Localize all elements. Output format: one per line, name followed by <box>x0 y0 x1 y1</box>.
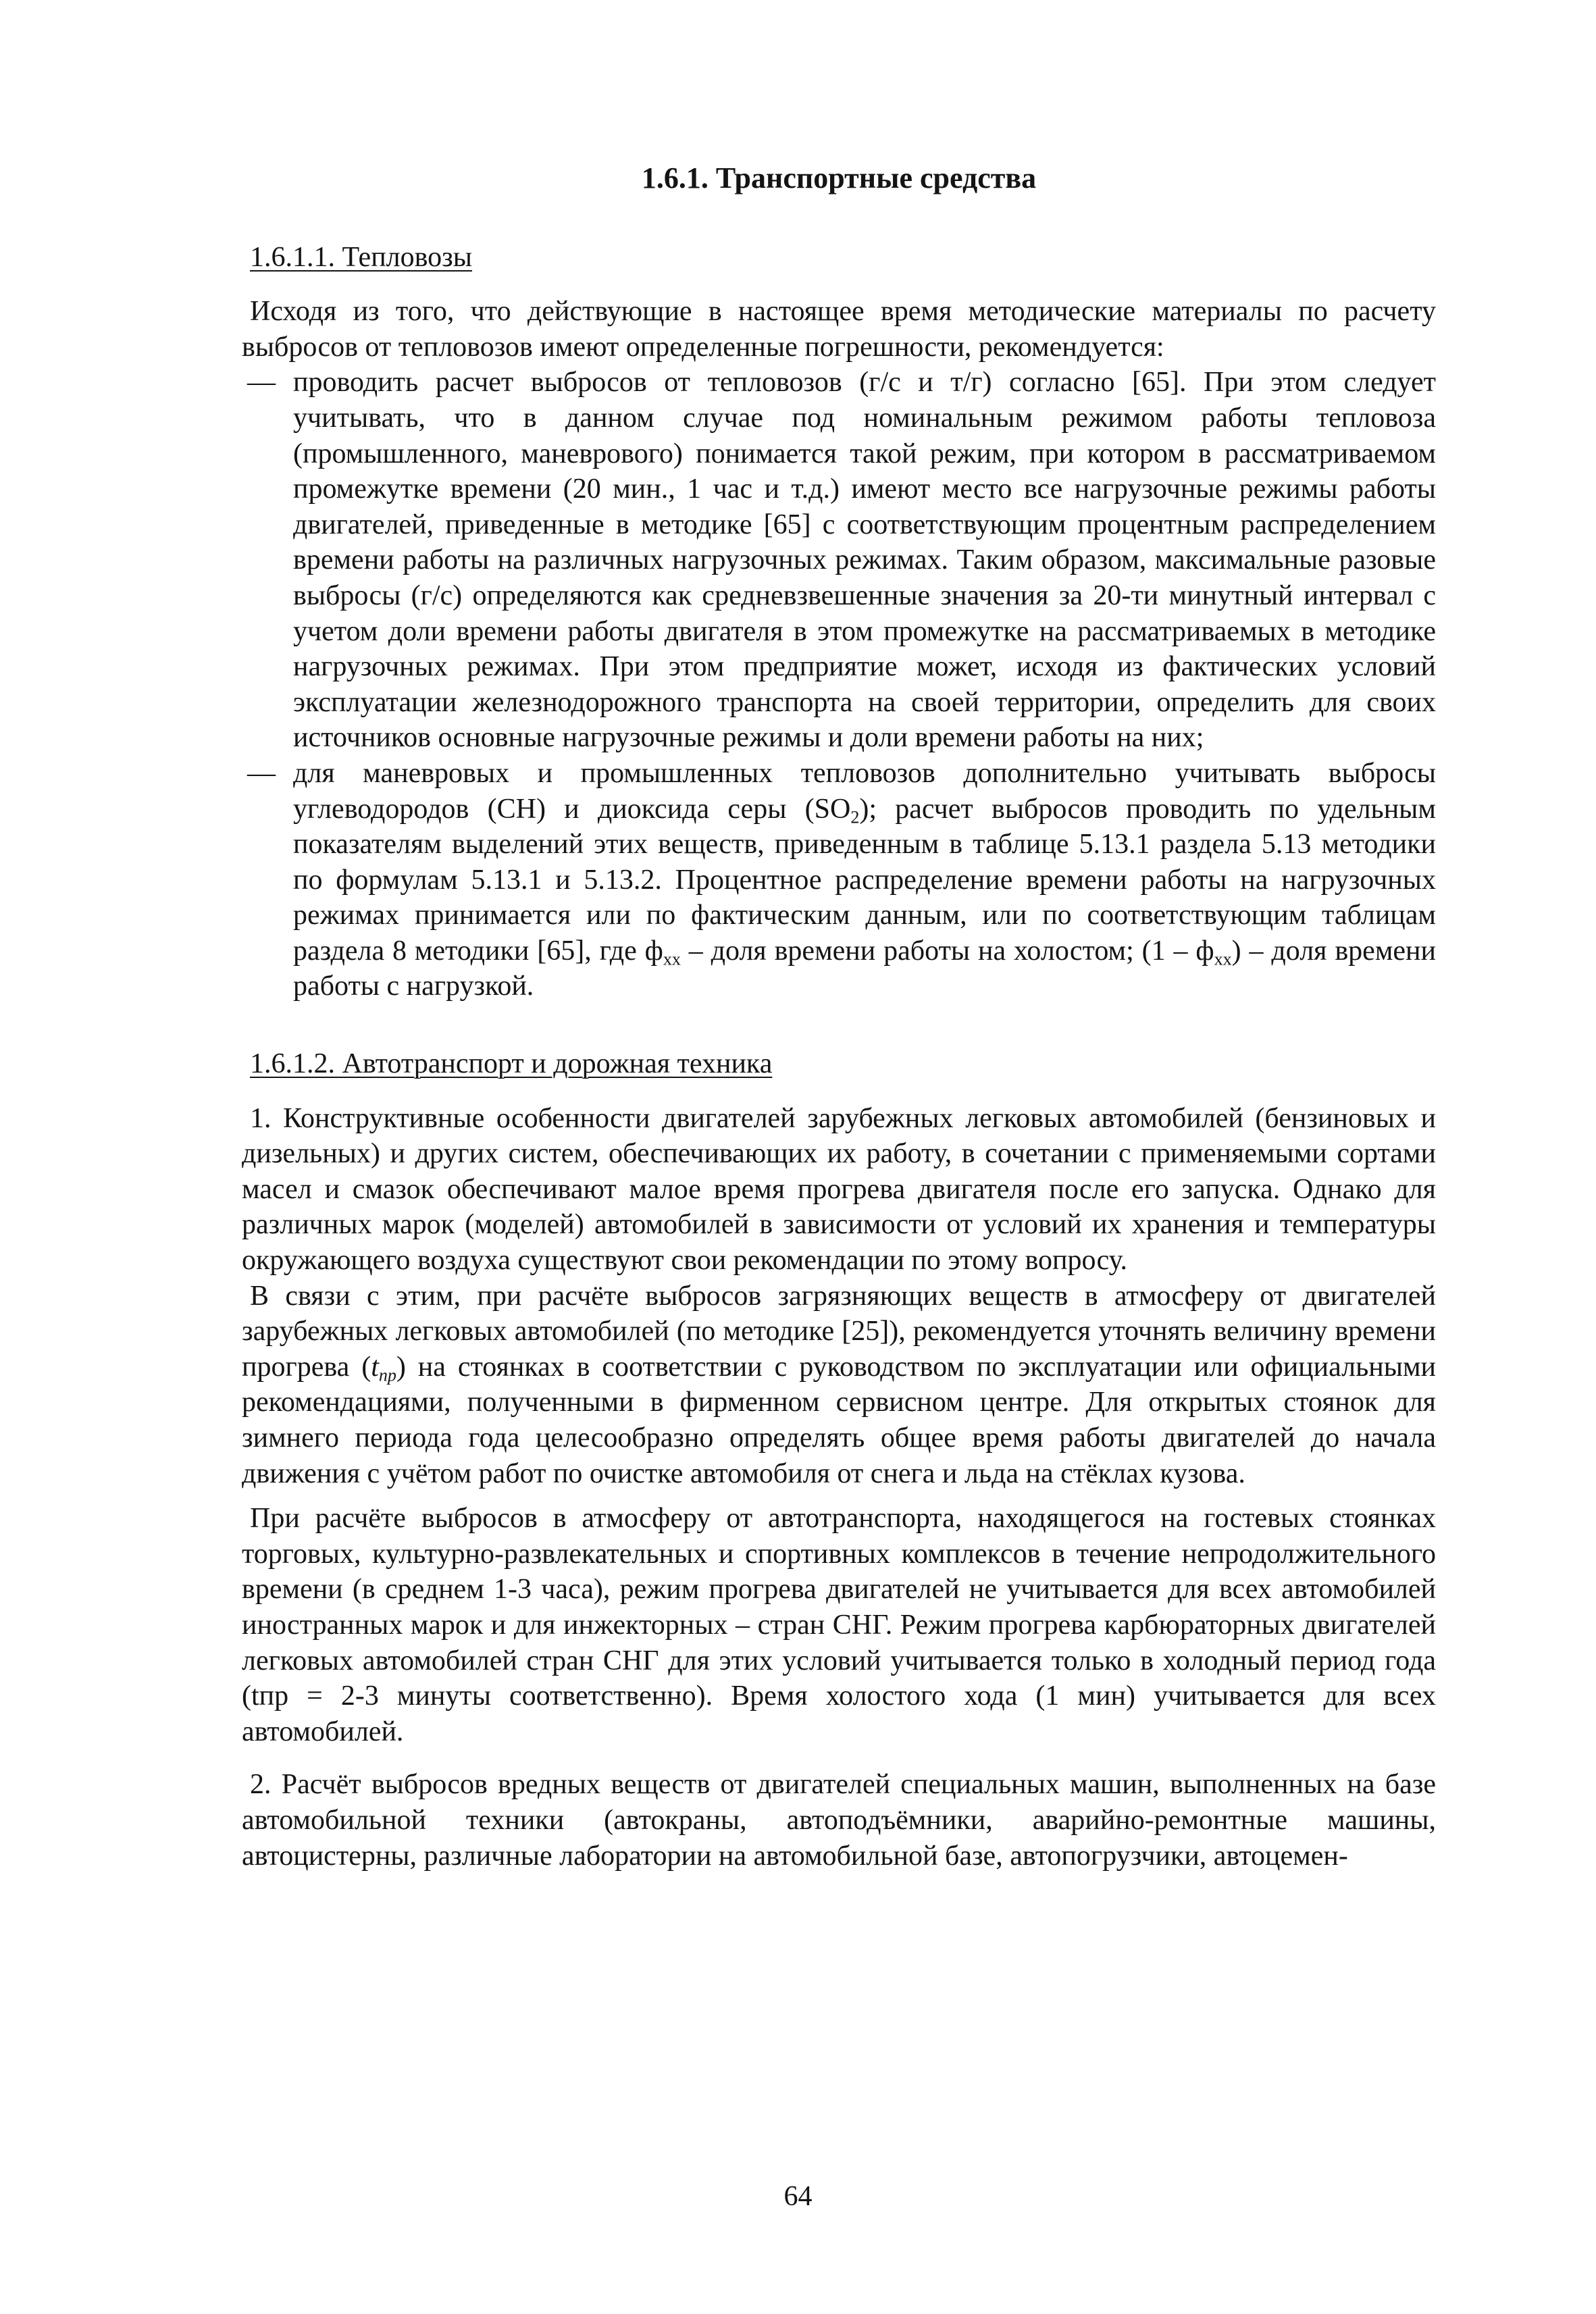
subsection-heading-locomotives: 1.6.1.1. Тепловозы <box>250 241 472 273</box>
section-title: 1.6.1. Транспортные средства <box>641 161 1037 195</box>
dash-marker: — <box>247 757 276 789</box>
list-item <box>242 365 1436 756</box>
subscript: 2 <box>850 806 860 827</box>
subscript: xx <box>1214 949 1232 969</box>
list-item-text-part: ); расчет выбросов проводить по удельным показателям выделений этих веществ, приведенным в таблице 5.13.1 раздела 5.13 методики по формулам 5.13.1 и 5.13.2. Процентное распределение времени работы на нагрузочных режимах принимается или по фактическим данным, или по соответствующим таблицам раздела 8 методики [65], где ф <box>293 793 1436 967</box>
list-item-text-part: – доля времени работы на холостом; (1 – ф <box>680 935 1214 967</box>
intro-paragraph: Исходя из того, что действующие в настоящее время методические материалы по расчету выбросов от тепловозов имеют определенные погрешности, рекомендуется: <box>242 296 1436 363</box>
list-item <box>242 756 1436 1004</box>
list-item-text-part: ) – доля времени работы с нагрузкой. <box>293 935 1436 1002</box>
paragraph-text-part: В связи с этим, при расчёте выбросов загрязняющих веществ в атмосферу от двигателей зарубежных легковых автомобилей (по методике [25]), рекомендуется уточнять величину времени прогрева ( <box>242 1280 1436 1383</box>
subscript: xx <box>663 949 681 969</box>
dash-marker: — <box>247 367 276 398</box>
subscript: пр <box>378 1365 396 1385</box>
list-item-text-part: для маневровых и промышленных тепловозов дополнительно учитывать выбросы углеводородов (CH) и диоксида серы (SO <box>293 757 1436 825</box>
subsection-heading-motor-transport: 1.6.1.2. Автотранспорт и дорожная техника <box>250 1048 773 1080</box>
page-number: 64 <box>783 2181 813 2212</box>
list-item-text: проводить расчет выбросов от тепловозов (г/с и т/г) согласно [65]. При этом следует учитывать, что в данном случае под номинальным режимом работы тепловоза (промышленного, маневрового) понимается такой режим, при котором в рассматриваемом промежутке времени (20 мин., 1 час и т.д.) имеют место все нагрузочные режимы работы двигателей, приведенные в методике [65] с соответствующим процентным распределением времени работы на различных нагрузочных режимах. Таким образом, максимальные разовые выбросы (г/с) определяются как средневзвешенные значения за 20-ти минутный интервал с учетом доли времени работы двигателя в этом промежутке на рассматриваемых в методике нагрузочных режимах. При этом предприятие может, исходя из фактических условий эксплуатации железнодорожного транспорта на своей территории, определить для своих источников основные нагрузочные режимы и доли времени работы на них; <box>293 367 1436 754</box>
page-content <box>242 161 1436 1874</box>
paragraph: 2. Расчёт выбросов вредных веществ от двигателей специальных машин, выполненных на базе автомобильной техники (автокраны, автоподъёмники, аварийно-ремонтные машины, автоцистерны, различные лаборатории на автомобильной базе, автопогрузчики, автоцемен- <box>242 1769 1436 1872</box>
paragraph: 1. Конструктивные особенности двигателей зарубежных легковых автомобилей (бензиновых и дизельных) и других систем, обеспечивающих их работу, в сочетании с применяемыми сортами масел и смазок обеспечивают малое время прогрева двигателя после его запуска. Однако для различных марок (моделей) автомобилей в зависимости от условий их хранения и температуры окружающего воздуха существуют свои рекомендации по этому вопросу. <box>242 1102 1436 1277</box>
paragraph-text-part: ) на стоянках в соответствии с руководством по эксплуатации или официальными рекомендациями, полученными в фирменном сервисном центре. Для открытых стоянок для зимнего периода года целесообразно определять общее время работы двигателей до начала движения с учётом работ по очистке автомобиля от снега и льда на стёклах кузова. <box>242 1351 1436 1489</box>
recommendation-list <box>242 365 1436 1004</box>
paragraph <box>242 1279 1436 1492</box>
variable-t: t <box>371 1351 379 1383</box>
paragraph: При расчёте выбросов в атмосферу от автотранспорта, находящегося на гостевых стоянках торговых, культурно-развлекательных и спортивных комплексов в течение непродолжительного времени (в среднем 1-3 часа), режим прогрева двигателей не учитывается для всех автомобилей иностранных марок и для инжекторных – стран СНГ. Режим прогрева карбюраторных двигателей легковых автомобилей стран СНГ для этих условий учитывается только в холодный период года (tпр = 2-3 минуты соответственно). Время холостого хода (1 мин) учитывается для всех автомобилей. <box>242 1503 1436 1747</box>
